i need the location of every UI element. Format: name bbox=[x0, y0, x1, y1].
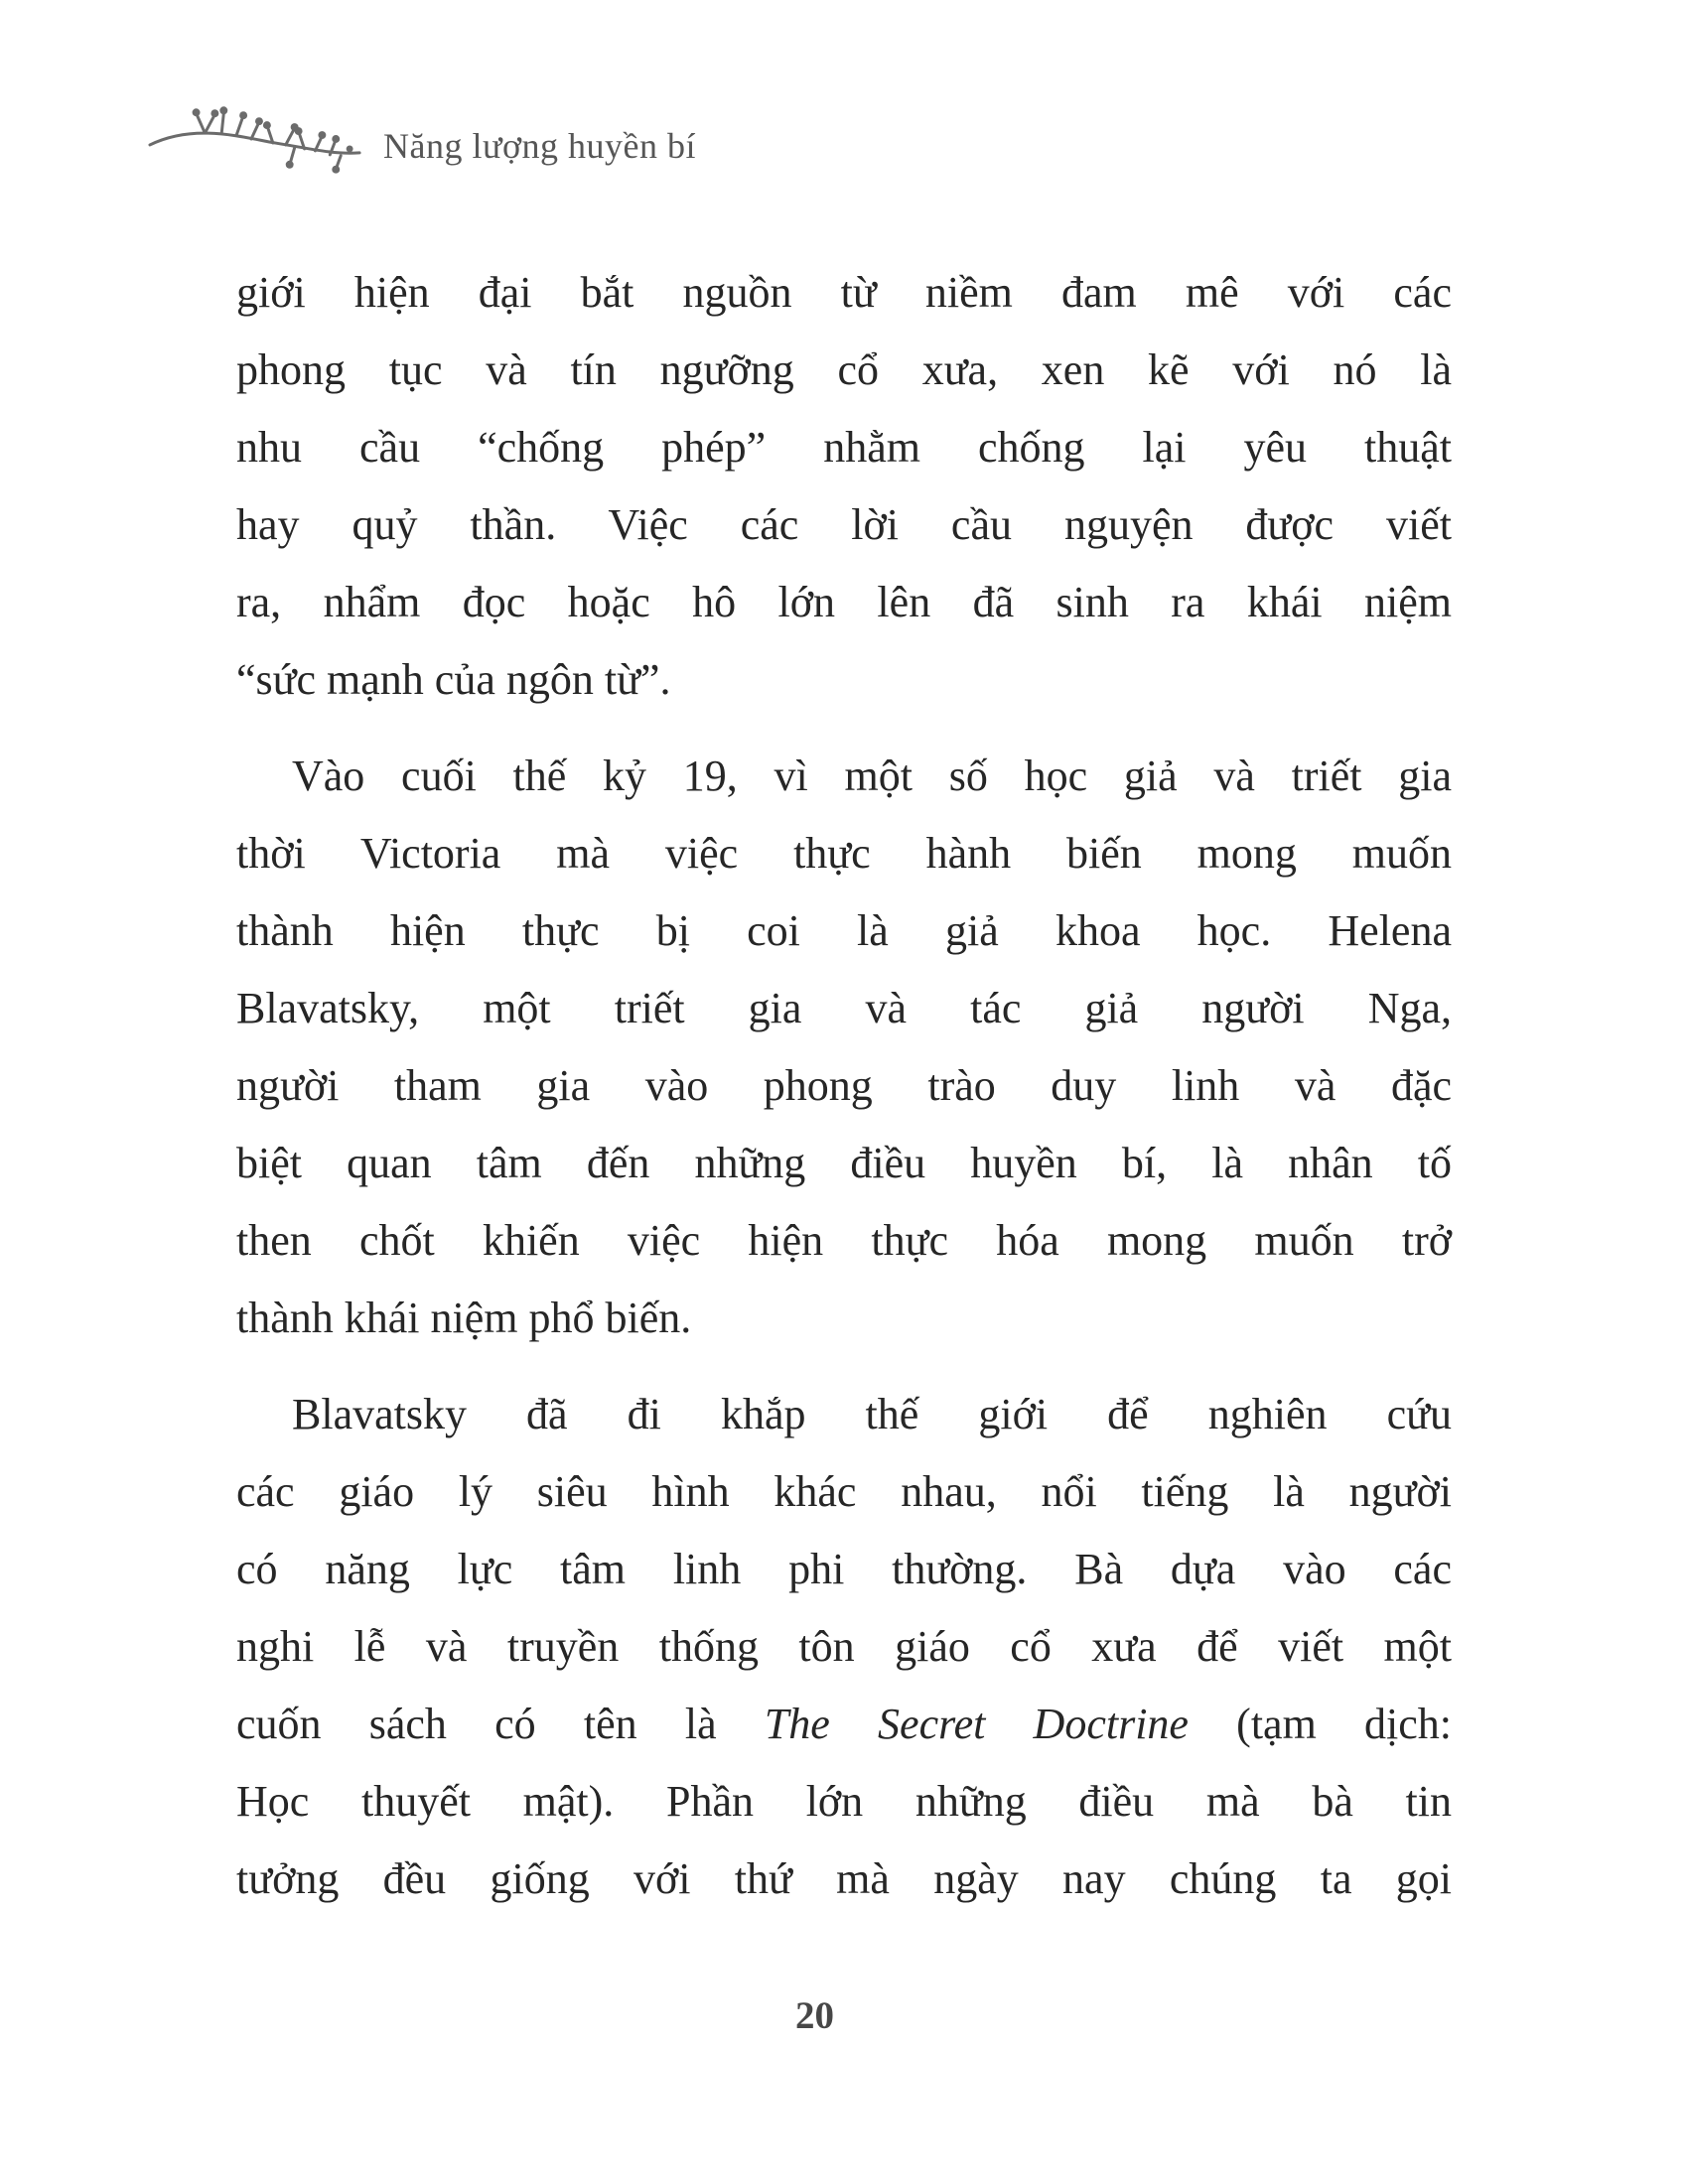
text-line: Vào cuối thế kỷ 19, vì một số học giả và triết gia bbox=[292, 751, 1452, 800]
text-line: phong tục và tín ngưỡng cổ xưa, xen kẽ với nó là bbox=[236, 345, 1452, 394]
text-line: “sức mạnh của ngôn từ”. bbox=[236, 655, 671, 704]
text-line: Học thuyết mật). Phần lớn những điều mà bà tin bbox=[236, 1777, 1452, 1826]
text-segment: cuốn sách có tên là bbox=[236, 1700, 765, 1748]
book-title-header: Năng lượng huyền bí bbox=[383, 126, 697, 166]
paragraph bbox=[236, 254, 1452, 719]
text-line: thành khái niệm phổ biến. bbox=[236, 1294, 692, 1342]
text-line: then chốt khiến việc hiện thực hóa mong muốn trở bbox=[236, 1216, 1452, 1265]
paragraph bbox=[236, 1376, 1452, 1918]
body-text bbox=[236, 254, 1452, 1918]
text-segment: (tạm dịch: bbox=[1188, 1700, 1453, 1748]
branch-ornament-icon bbox=[147, 103, 363, 175]
page-number: 20 bbox=[795, 1994, 834, 2037]
text-line: nghi lễ và truyền thống tôn giáo cổ xưa để viết một bbox=[236, 1622, 1452, 1671]
text-line: tưởng đều giống với thứ mà ngày nay chúng ta gọi bbox=[236, 1854, 1452, 1903]
paragraph bbox=[236, 738, 1452, 1357]
text-line: hay quỷ thần. Việc các lời cầu nguyện được viết bbox=[236, 500, 1452, 549]
text-line: Blavatsky đã đi khắp thế giới để nghiên cứu bbox=[292, 1390, 1452, 1438]
text-line: thời Victoria mà việc thực hành biến mong muốn bbox=[236, 829, 1452, 878]
text-line: người tham gia vào phong trào duy linh và đặc bbox=[236, 1061, 1452, 1110]
text-line bbox=[236, 1686, 1452, 1763]
text-line: Blavatsky, một triết gia và tác giả người Nga, bbox=[236, 984, 1452, 1032]
text-line: thành hiện thực bị coi là giả khoa học. Helena bbox=[236, 906, 1452, 955]
text-line: có năng lực tâm linh phi thường. Bà dựa vào các bbox=[236, 1545, 1452, 1593]
text-line: biệt quan tâm đến những điều huyền bí, là nhân tố bbox=[236, 1139, 1452, 1187]
text-line: giới hiện đại bắt nguồn từ niềm đam mê với các bbox=[236, 268, 1452, 317]
text-line: các giáo lý siêu hình khác nhau, nổi tiếng là người bbox=[236, 1467, 1452, 1516]
text-line: ra, nhẩm đọc hoặc hô lớn lên đã sinh ra khái niệm bbox=[236, 578, 1452, 626]
text-line: nhu cầu “chống phép” nhằm chống lại yêu thuật bbox=[236, 423, 1452, 472]
running-header bbox=[147, 103, 696, 175]
italic-text-segment: The Secret Doctrine bbox=[764, 1700, 1189, 1748]
